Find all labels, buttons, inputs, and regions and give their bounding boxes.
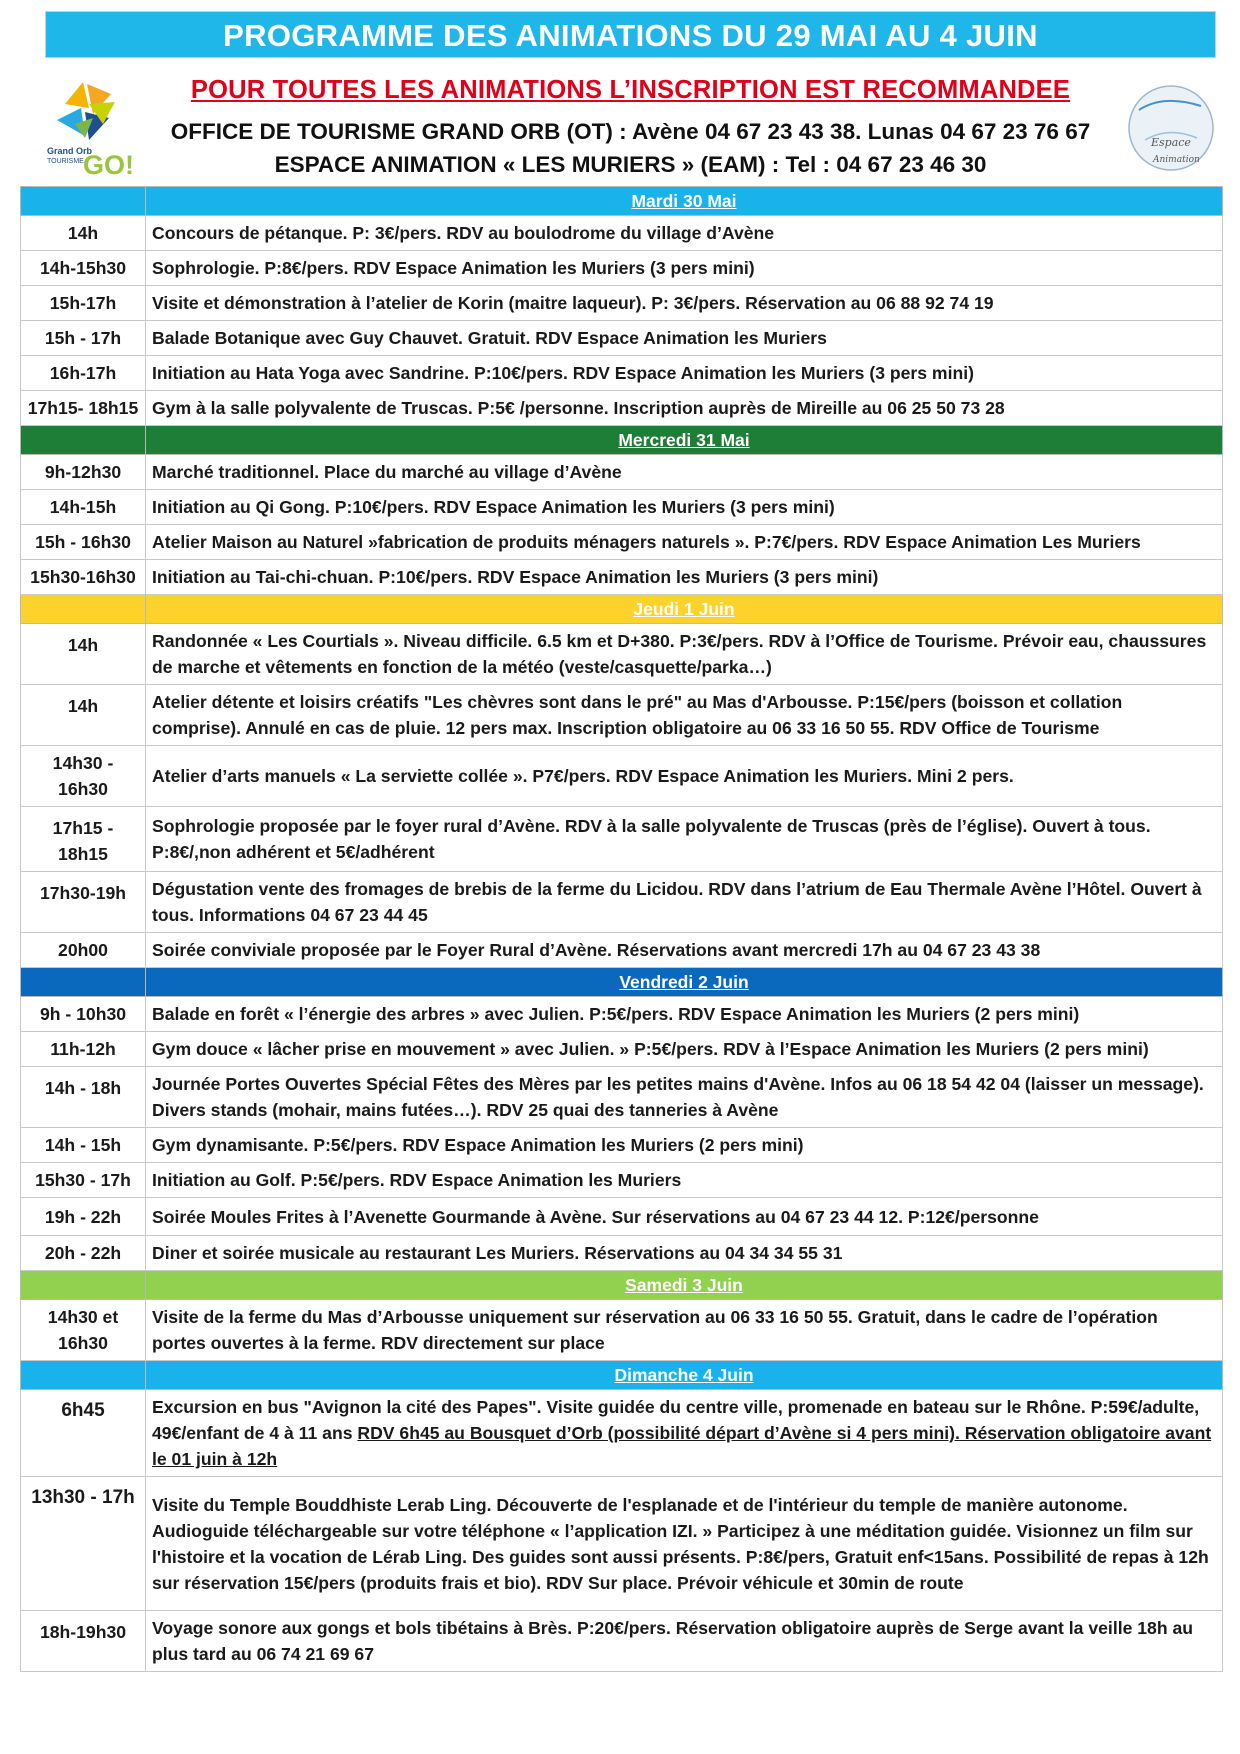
logo-text-tourisme: TOURISME [47, 158, 84, 165]
event-row [21, 286, 1223, 321]
event-time: 16h-17h [21, 356, 146, 391]
event-row [21, 1300, 1223, 1361]
event-row [21, 455, 1223, 490]
event-description: Atelier d’arts manuels « La serviette collée ». P7€/pers. RDV Espace Animation les Muriers. Mini 2 pers. [146, 746, 1223, 807]
event-time: 15h - 16h30 [21, 525, 146, 560]
event-time: 15h30 - 17h [21, 1163, 146, 1198]
event-time: 20h - 22h [21, 1236, 146, 1271]
event-description: Initiation au Golf. P:5€/pers. RDV Espace Animation les Muriers [146, 1163, 1223, 1198]
event-description: Gym douce « lâcher prise en mouvement » avec Julien. » P:5€/pers. RDV à l’Espace Animation les Muriers (2 pers mini) [146, 1032, 1223, 1067]
day-name: Mardi 30 Mai [146, 187, 1223, 216]
event-description: Balade en forêt « l’énergie des arbres » avec Julien. P:5€/pers. RDV Espace Animation les Muriers (2 pers mini) [146, 997, 1223, 1032]
event-time: 14h [21, 216, 146, 251]
event-description: Soirée conviviale proposée par le Foyer Rural d’Avène. Réservations avant mercredi 17h au 04 67 23 43 38 [146, 933, 1223, 968]
event-time: 18h-19h30 [21, 1611, 146, 1672]
event-description: Voyage sonore aux gongs et bols tibétains à Brès. P:20€/pers. Réservation obligatoire auprès de Serge avant la veille 18h au plus tard au 06 74 21 69 67 [146, 1611, 1223, 1672]
event-row [21, 685, 1223, 746]
logo-text-go: GO! [83, 150, 134, 180]
event-time: 20h00 [21, 933, 146, 968]
event-description [146, 1390, 1223, 1477]
event-time: 6h45 [21, 1390, 146, 1477]
program-title-banner: PROGRAMME DES ANIMATIONS DU 29 MAI AU 4 JUIN [45, 11, 1216, 58]
event-row [21, 1067, 1223, 1128]
event-time: 9h-12h30 [21, 455, 146, 490]
event-description: Sophrologie proposée par le foyer rural d’Avène. RDV à la salle polyvalente de Truscas (près de l’église). Ouvert à tous. P:8€/,non adhérent et 5€/adhérent [146, 807, 1223, 872]
day-name: Dimanche 4 Juin [146, 1361, 1223, 1390]
espace-animation-contact: ESPACE ANIMATION « LES MURIERS » (EAM) : Tel : 04 67 23 46 30 [274, 152, 987, 177]
event-row [21, 1390, 1223, 1477]
logo-text-grand-orb: Grand Orb [47, 146, 93, 156]
tourism-office-contact: OFFICE DE TOURISME GRAND ORB (OT) : Avène 04 67 23 43 38. Lunas 04 67 23 76 67 [170, 119, 1091, 144]
event-row [21, 997, 1223, 1032]
registration-notice: POUR TOUTES LES ANIMATIONS L’INSCRIPTION EST RECOMMANDEE [190, 76, 1071, 104]
event-time: 15h - 17h [21, 321, 146, 356]
espace-animation-logo [1123, 80, 1218, 175]
event-time: 14h30 et 16h30 [21, 1300, 146, 1361]
event-time: 14h [21, 685, 146, 746]
event-row [21, 1128, 1223, 1163]
event-time: 14h - 18h [21, 1067, 146, 1128]
event-row [21, 490, 1223, 525]
event-row [21, 746, 1223, 807]
event-row [21, 1236, 1223, 1271]
event-row [21, 216, 1223, 251]
event-description: Soirée Moules Frites à l’Avenette Gourmande à Avène. Sur réservations au 04 67 23 44 12. P:12€/personne [146, 1198, 1223, 1236]
event-row [21, 1163, 1223, 1198]
day-name: Jeudi 1 Juin [146, 595, 1223, 624]
event-description: Sophrologie. P:8€/pers. RDV Espace Animation les Muriers (3 pers mini) [146, 251, 1223, 286]
event-row [21, 525, 1223, 560]
event-description: Balade Botanique avec Guy Chauvet. Gratuit. RDV Espace Animation les Muriers [146, 321, 1223, 356]
event-row [21, 807, 1223, 872]
event-description: Atelier Maison au Naturel »fabrication de produits ménagers naturels ». P:7€/pers. RDV Espace Animation Les Muriers [146, 525, 1223, 560]
day-name: Samedi 3 Juin [146, 1271, 1223, 1300]
event-time: 17h30-19h [21, 872, 146, 933]
event-description: Randonnée « Les Courtials ». Niveau difficile. 6.5 km et D+380. P:3€/pers. RDV à l’Office de Tourisme. Prévoir eau, chaussures de marche et vêtements en fonction de la météo (veste/casquette/parka…) [146, 624, 1223, 685]
event-time: 14h-15h [21, 490, 146, 525]
event-row [21, 391, 1223, 426]
event-description: Gym à la salle polyvalente de Truscas. P:5€ /personne. Inscription auprès de Mireille au 06 25 50 73 28 [146, 391, 1223, 426]
event-row [21, 1032, 1223, 1067]
day-header-samedi [21, 1271, 1223, 1300]
logo-text-animation: Animation [1153, 155, 1200, 165]
event-row [21, 624, 1223, 685]
day-name: Vendredi 2 Juin [146, 968, 1223, 997]
day-name: Mercredi 31 Mai [146, 426, 1223, 455]
event-description: Initiation au Tai-chi-chuan. P:10€/pers. RDV Espace Animation les Muriers (3 pers mini) [146, 560, 1223, 595]
event-time: 17h15- 18h15 [21, 391, 146, 426]
event-row [21, 560, 1223, 595]
day-header-jeudi [21, 595, 1223, 624]
event-description: Initiation au Qi Gong. P:10€/pers. RDV Espace Animation les Muriers (3 pers mini) [146, 490, 1223, 525]
day-header-mardi [21, 187, 1223, 216]
event-time: 9h - 10h30 [21, 997, 146, 1032]
event-row [21, 1477, 1223, 1611]
header [45, 60, 1216, 184]
day-header-vendredi [21, 968, 1223, 997]
logo-text-espace: Espace [1151, 136, 1191, 149]
event-time: 19h - 22h [21, 1198, 146, 1236]
event-time: 17h15 - 18h15 [21, 807, 146, 872]
event-row [21, 321, 1223, 356]
event-description-underlined: RDV 6h45 au Bousquet d’Orb (possibilité départ d’Avène si 4 pers mini). Réservation obligatoire avant le 01 juin à 12h [152, 1423, 1212, 1469]
day-header-mercredi [21, 426, 1223, 455]
event-row [21, 356, 1223, 391]
event-description: Visite du Temple Bouddhiste Lerab Ling. Découverte de l'esplanade et de l'intérieur du temple de manière autonome. Audioguide téléchargeable sur votre téléphone « l’application IZI. » Participez à une méditation guidée. Visionnez un film sur l'histoire et la vocation de Lérab Ling. Des guides sont aussi présents. P:8€/pers, Gratuit enf<15ans. Possibilité de repas à 12h sur réservation 15€/pers (produits frais et bio). RDV Sur place. Prévoir véhicule et 30min de route [146, 1477, 1223, 1611]
event-time: 14h-15h30 [21, 251, 146, 286]
event-row [21, 251, 1223, 286]
event-time: 15h-17h [21, 286, 146, 321]
event-description: Dégustation vente des fromages de brebis de la ferme du Licidou. RDV dans l’atrium de Eau Thermale Avène l’Hôtel. Ouvert à tous. Informations 04 67 23 44 45 [146, 872, 1223, 933]
event-description: Gym dynamisante. P:5€/pers. RDV Espace Animation les Muriers (2 pers mini) [146, 1128, 1223, 1163]
event-row [21, 872, 1223, 933]
event-description: Diner et soirée musicale au restaurant Les Muriers. Réservations au 04 34 34 55 31 [146, 1236, 1223, 1271]
event-description: Concours de pétanque. P: 3€/pers. RDV au boulodrome du village d’Avène [146, 216, 1223, 251]
event-time: 14h - 15h [21, 1128, 146, 1163]
event-description: Visite de la ferme du Mas d’Arbousse uniquement sur réservation au 06 33 16 50 55. Gratuit, dans le cadre de l’opération portes ouvertes à la ferme. RDV directement sur place [146, 1300, 1223, 1361]
event-time: 11h-12h [21, 1032, 146, 1067]
event-description: Initiation au Hata Yoga avec Sandrine. P:10€/pers. RDV Espace Animation les Muriers (3 pers mini) [146, 356, 1223, 391]
event-row [21, 933, 1223, 968]
event-row [21, 1198, 1223, 1236]
event-time: 14h [21, 624, 146, 685]
program-table [20, 186, 1223, 1672]
event-description: Journée Portes Ouvertes Spécial Fêtes des Mères par les petites mains d'Avène. Infos au 06 18 54 42 04 (laisser un message). Divers stands (mohair, mains futées…). RDV 25 quai des tanneries à Avène [146, 1067, 1223, 1128]
event-time: 14h30 - 16h30 [21, 746, 146, 807]
event-description-text: Excursion en bus "Avignon la cité des Papes". Visite guidée du centre ville, promenade en bateau sur le Rhône. P:59€/adulte, 49€/enfant de 4 à 11 ans [152, 1397, 1200, 1443]
event-description: Marché traditionnel. Place du marché au village d’Avène [146, 455, 1223, 490]
event-description: Atelier détente et loisirs créatifs "Les chèvres sont dans le pré" au Mas d'Arbousse. P:15€/pers (boisson et collation comprise). Annulé en cas de pluie. 12 pers max. Inscription obligatoire au 06 33 16 50 55. RDV Office de Tourisme [146, 685, 1223, 746]
event-time: 15h30-16h30 [21, 560, 146, 595]
day-header-dimanche [21, 1361, 1223, 1390]
event-description: Visite et démonstration à l’atelier de Korin (maitre laqueur). P: 3€/pers. Réservation au 06 88 92 74 19 [146, 286, 1223, 321]
event-time: 13h30 - 17h [21, 1477, 146, 1611]
event-row [21, 1611, 1223, 1672]
